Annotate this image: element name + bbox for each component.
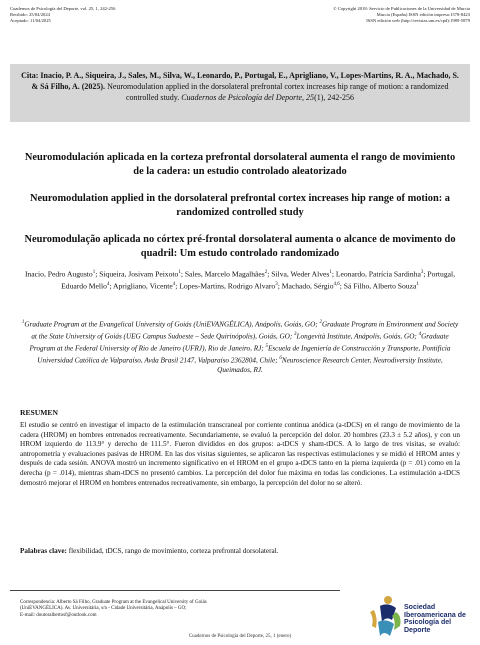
- author-affiliation-marker: 1: [92, 270, 96, 275]
- copyright-line: © Copyright 2018: Servicio de Publicaciones de la Universidad de Murcia: [333, 6, 470, 11]
- author-list: Inacio, Pedro Augusto$^1$; Siqueira, Josivam Peixoto$^1$; Sales, Marcelo Magalhães$^2$; Silva, Weder Alves$^1$; Leonardo, Patrícia Sardinha$^3$; Portugal, Eduardo Mello$^4$; Aprigliano, Vicente$^4$; Lopes-Martins, Rodrigo Alvaro$^3$; Machado, Sérgio$^{4,6}$; Sá Filho, Alberto Souza$^1$: [24, 269, 456, 291]
- citation-label: Cita:: [21, 71, 39, 80]
- author-affiliation-marker: 4: [172, 282, 176, 288]
- citation-issue: (1), 242-256: [314, 93, 355, 102]
- journal-header-left: [10, 6, 240, 24]
- logo-line-3: Psicología del: [404, 619, 452, 627]
- author-affiliation-marker: 1: [329, 270, 332, 275]
- correspondence-email: E-mail: doutoralbertosf@outlook.com: [20, 612, 97, 618]
- accepted-date: Aceptado: 11/04/2025: [10, 18, 51, 23]
- affiliation-text: Graduate Program at the Federal University of Rio de Janeiro (UFRJ), Rio de Janeiro, RJ;: [29, 332, 449, 353]
- author-name: Leonardo, Patrícia Sardinha: [335, 269, 421, 279]
- abstract-text: El estudio se centró en investigar el impacto de la estimulación transcraneal por corriente continua anódica (a-tDCS) en el rango de movimiento de la cadera (HROM) en hombres entrenados recreativamente. Secundariamente, se evaluó la percepción del dolor. 20 hombres (23.3 ± 5.2 años), y con un HROM izquierdo de 113.9° y derecho de 111.5°. Fueron divididos en dos grupos: a-tDCS y sham-tDCS. A lo largo de tres visitas, se evaluó: antropometría y evaluaciones pasivas de HROM. En las dos visitas siguientes, se aplicaron las respectivas estimulaciones y se midió el HROM antes y después de cada sesión. ANOVA mostró un incremento significativo en el HROM en el grupo a-tDCS tanto en la pierna izquierda (p = .01) como en la derecha (p = .014), mientras sham-tDCS no presentó cambios. La percepción del dolor fue máxima en todas las condiciones. La estimulación a-tDCS demostró mejorar el HROM en hombres entrenados recreativamente, sin embargo, la percepción del dolor no se alteró.: [20, 421, 460, 487]
- issn-web: ISSN edición web (http://revistas.um.es/cpd):1989-5879: [366, 18, 470, 23]
- author-name: Inacio, Pedro Augusto: [24, 269, 93, 279]
- author-name: Sales, Marcelo Magalhães: [184, 269, 265, 279]
- citation-title: Neuromodulation applied in the dorsolateral prefrontal cortex increases hip range of motion: a randomized controlled study.: [107, 82, 449, 102]
- keywords: [20, 547, 460, 557]
- affiliation-text: Longevità Institute, Anápolis, Goiás, GO;: [296, 332, 417, 341]
- author-name: Silva, Weder Alves: [271, 269, 330, 279]
- affiliation-text: Neuroscience Research Center, Neurodiversity Institute, Queimados, RJ.: [217, 356, 443, 374]
- affiliation-marker: 5: [265, 343, 268, 349]
- logo-text: [404, 604, 478, 634]
- author-affiliation-marker: 3: [420, 270, 424, 275]
- journal-header-right: [248, 6, 470, 24]
- title-portuguese: Neuromodulação aplicada no córtex pré-frontal dorsolateral aumenta o alcance de movimento do quadril: Um estudo controlado randomizado: [24, 234, 456, 259]
- author-affiliation-marker: 4: [106, 282, 110, 288]
- keywords-label: Palabras clave:: [20, 547, 67, 555]
- author-name: Sá Filho, Alberto Souza: [343, 281, 417, 291]
- abstract-heading: RESUMEN: [20, 408, 58, 417]
- affiliation-text: Escuela de Ingeniería de Construcción y Transporte, Pontificia Universidad Católica de Valparaíso, Avda Brasil 2147, Valparaíso 2362804, Chile;: [37, 344, 451, 365]
- author-affiliation-marker: 1: [416, 282, 419, 288]
- correspondence-line-1: Correspondencia: Alberto Sá Filho, Graduate Program at the Evangelical University of Goiás: [20, 600, 207, 605]
- author-name: Lopes-Martins, Rodrigo Alvaro: [179, 281, 276, 291]
- affiliation-marker: 1: [21, 320, 25, 325]
- author-affiliation-marker: 2: [264, 270, 268, 275]
- affiliation-list: [20, 318, 460, 376]
- affiliation-marker: 3: [294, 331, 297, 337]
- title-english: Neuromodulation applied in the dorsolateral prefrontal cortex increases hip range of motion: a randomized controlled study: [29, 193, 451, 218]
- received-date: Recibido: 25/04/2024: [10, 12, 50, 17]
- journal-info-line: Cuadernos de Psicología del Deporte, vol. 25, 1, 242-256: [10, 6, 116, 11]
- correspondence-note: [20, 600, 320, 619]
- keywords-text: flexibilidad, tDCS, rango de movimiento, corteza prefrontal dorsolateral.: [68, 547, 279, 555]
- logo-line-1: Sociedad: [404, 604, 436, 611]
- author-affiliation-marker: 3: [275, 282, 278, 288]
- affiliation-marker: 2: [319, 320, 322, 325]
- author-affiliation-marker: 1: [178, 270, 181, 275]
- citation-text: [18, 70, 462, 103]
- page-footer: Cuadernos de Psicología del Deporte, 25, 1 (enero): [188, 634, 292, 639]
- author-name: Portugal, Eduardo Mello: [61, 269, 456, 291]
- author-affiliation-marker: 4,6: [333, 282, 340, 288]
- author-name: Siqueira, Josivam Peixoto: [99, 269, 179, 279]
- title-spanish: Neuromodulación aplicada en la corteza prefrontal dorsolateral aumenta el rango de movimiento de la cadera: un estudio controlado aleatorizado: [24, 152, 456, 177]
- affiliation-text: Graduate Program at the Evangelical University of Goiás (UniEVANGÉLICA), Anápolis, Goiás, GO;: [24, 320, 318, 329]
- logo-line-4: Deporte: [404, 626, 431, 634]
- author-name: Machado, Sérgio: [281, 281, 334, 291]
- affiliation-marker: 6: [279, 355, 282, 361]
- author-name: Aprigliano, Vicente: [113, 281, 173, 291]
- footnote-divider: [10, 590, 340, 591]
- logo-line-2: Iberoamericana de: [404, 611, 466, 619]
- correspondence-line-2: (UniEVANGÉLICA). Av. Universitária, s/n - Cidade Universitária, Anápolis – GO;: [20, 606, 187, 612]
- citation-authors: Inacio, P. A., Siqueira, J., Sales, M., Silva, W., Leonardo, P., Portugal, E., Aprigliano, V., Lopes-Martins, R. A., Machado, S. & Sá Filho, A. (2025).: [31, 71, 459, 91]
- issn-print: Murcia (España) ISSN edición impresa:1578-8423: [376, 12, 470, 17]
- affiliation-marker: 4: [418, 331, 422, 337]
- affiliation-text: Graduate Program in Environment and Society at the State University of Goiás (UEG Campus Sudoeste – Sede Quirinópolis), Goiás, GO;: [31, 320, 459, 341]
- citation-journal: Cuadernos de Psicología del Deporte, 25: [181, 93, 315, 102]
